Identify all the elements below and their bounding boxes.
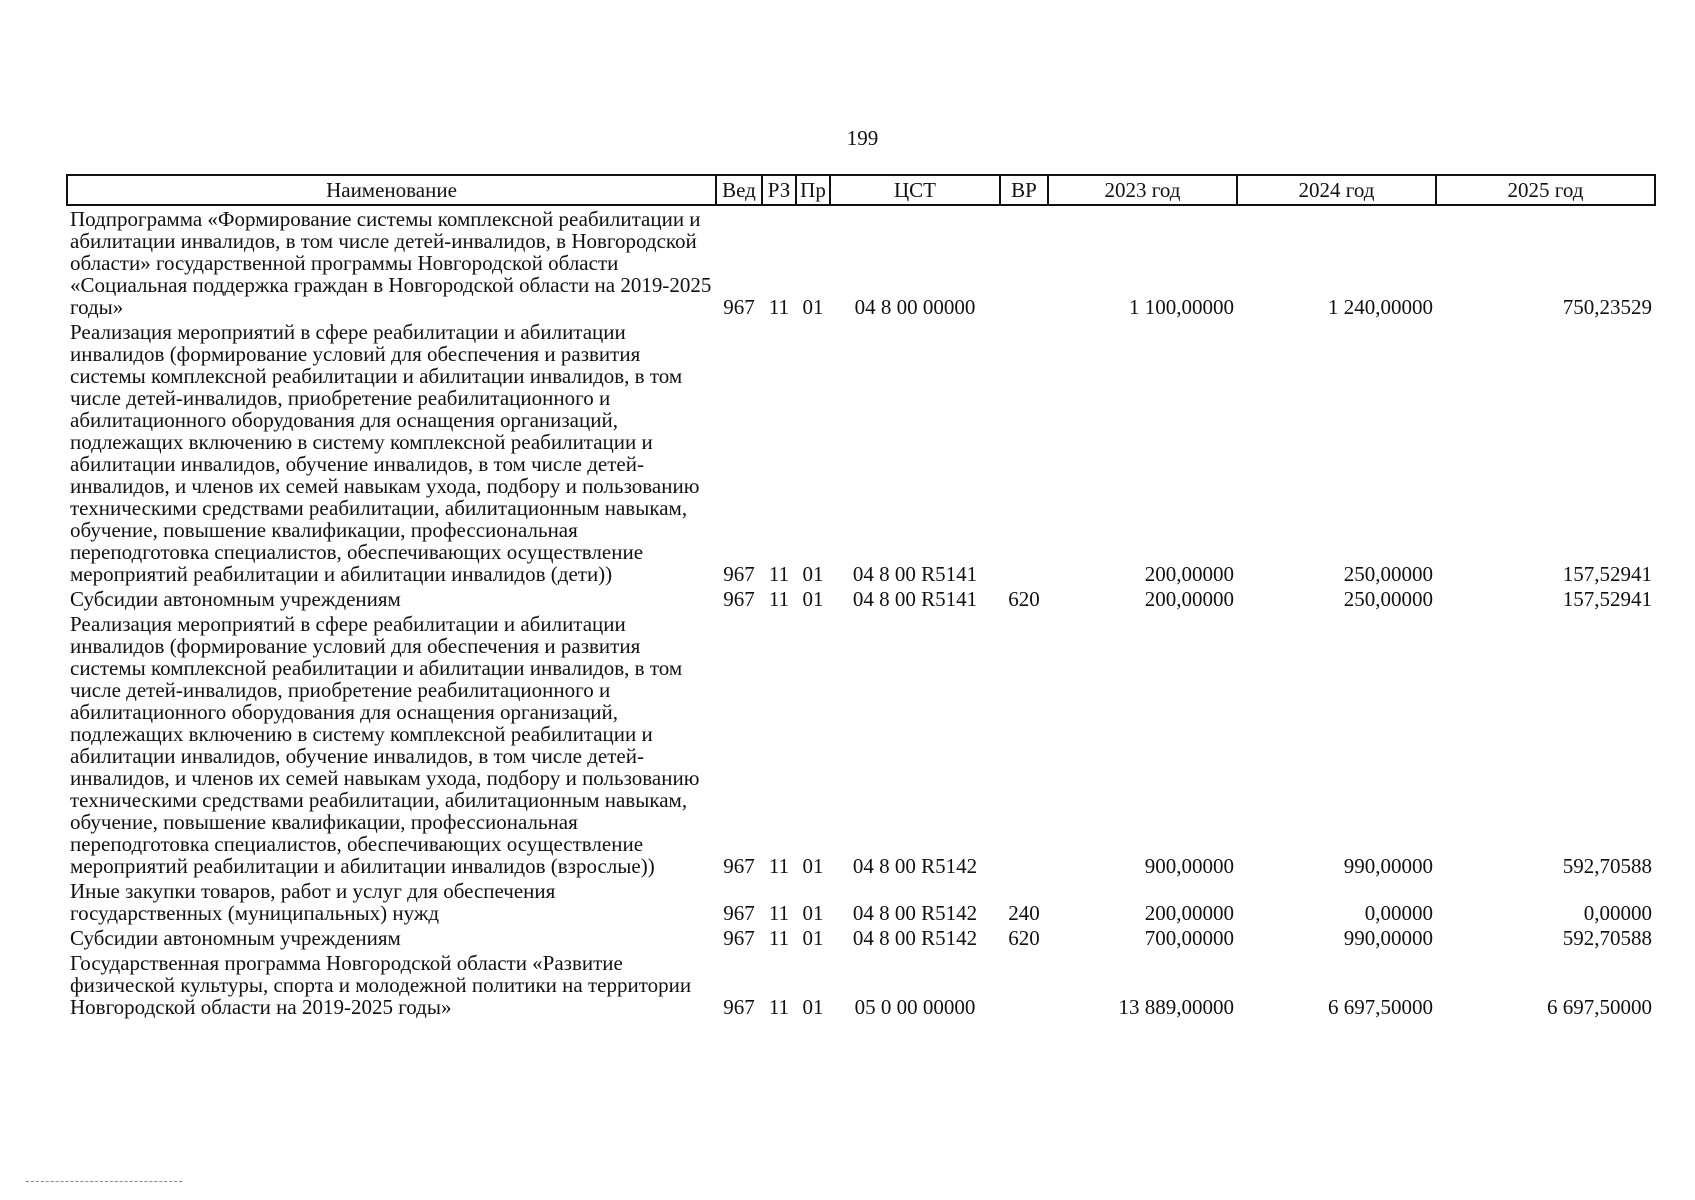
row-2023: 700,00000 — [1144, 926, 1234, 950]
row-vr — [1000, 205, 1048, 319]
row-name: Иные закупки товаров, работ и услуг для обеспечения государственных (муниципальных) нужд — [70, 879, 556, 925]
header-2023: 2023 год — [1048, 175, 1237, 205]
header-2024: 2024 год — [1237, 175, 1436, 205]
row-cst: 04 8 00 R5142 — [852, 854, 978, 878]
row-rz: 11 — [768, 587, 790, 611]
row-name: Реализация мероприятий в сфере реабилитации и абилитации инвалидов (формирование условий для обеспечения и развития системы комплексной реабилитации и абилитации инвалидов, в том числе детей-инвалидов, приобретение реабилитационного и абилитационного оборудования для оснащения организаций, подлежащих включению в систему комплексной реабилитации и абилитации инвалидов, обучение инвалидов, в том числе детей-инвалидов, и членов их семей навыкам ухода, подбору и пользованию техническими средствами реабилитации, абилитационным навыкам, обучение, повышение квалификации, профессиональная переподготовка специалистов, обеспечивающих осуществление мероприятий реабилитации и абилитации инвалидов (взрослые)) — [70, 612, 700, 878]
row-2024: 0,00000 — [1364, 901, 1433, 925]
row-2025: 0,00000 — [1583, 901, 1652, 925]
row-rz: 11 — [768, 926, 790, 950]
row-2025: 157,52941 — [1562, 587, 1652, 611]
row-2023: 200,00000 — [1144, 587, 1234, 611]
table-row — [67, 319, 1655, 586]
row-ved: 967 — [723, 854, 755, 878]
header-2025: 2025 год — [1436, 175, 1655, 205]
budget-table — [66, 174, 1656, 1019]
row-2024: 1 240,00000 — [1328, 295, 1433, 319]
row-vr: 620 — [1008, 926, 1040, 950]
row-2025: 6 697,50000 — [1547, 995, 1652, 1019]
row-pr: 01 — [802, 295, 824, 319]
row-rz: 11 — [768, 854, 790, 878]
row-vr — [1000, 611, 1048, 878]
row-2025: 592,70588 — [1562, 926, 1652, 950]
row-2023: 200,00000 — [1144, 562, 1234, 586]
row-2023: 1 100,00000 — [1129, 295, 1234, 319]
row-vr — [1000, 319, 1048, 586]
row-rz: 11 — [768, 901, 790, 925]
row-cst: 05 0 00 00000 — [854, 995, 976, 1019]
row-2024: 250,00000 — [1343, 587, 1433, 611]
row-pr: 01 — [802, 562, 824, 586]
row-2025: 592,70588 — [1562, 854, 1652, 878]
row-2024: 6 697,50000 — [1328, 995, 1433, 1019]
table-row — [67, 878, 1655, 925]
table-row — [67, 925, 1655, 950]
table-row — [67, 611, 1655, 878]
row-ved: 967 — [723, 587, 755, 611]
row-ved: 967 — [723, 901, 755, 925]
row-rz: 11 — [768, 995, 790, 1019]
row-ved: 967 — [723, 995, 755, 1019]
row-pr: 01 — [802, 995, 824, 1019]
row-cst: 04 8 00 R5141 — [852, 562, 978, 586]
row-cst: 04 8 00 R5141 — [852, 587, 978, 611]
row-name: Подпрограмма «Формирование системы комплексной реабилитации и абилитации инвалидов, в том числе детей-инвалидов, в Новгородской области» государственной программы Новгородской области «Социальная поддержка граждан в Новгородской области на 2019-2025 годы» — [70, 207, 712, 319]
row-vr — [1000, 950, 1048, 1019]
table-row — [67, 205, 1655, 319]
table-row — [67, 950, 1655, 1019]
row-pr: 01 — [802, 587, 824, 611]
row-2023: 200,00000 — [1144, 901, 1234, 925]
table-row — [67, 586, 1655, 611]
header-cst: ЦСТ — [830, 175, 1000, 205]
row-rz: 11 — [768, 562, 790, 586]
row-vr: 620 — [1008, 587, 1040, 611]
table-header — [67, 175, 1655, 205]
row-cst: 04 8 00 R5142 — [852, 926, 978, 950]
row-cst: 04 8 00 00000 — [854, 295, 976, 319]
row-2023: 13 889,00000 — [1118, 995, 1234, 1019]
row-name: Субсидии автономным учреждениям — [70, 926, 401, 950]
scan-edge-divider — [26, 1181, 182, 1182]
row-2024: 990,00000 — [1343, 854, 1433, 878]
row-name: Государственная программа Новгородской области «Развитие физической культуры, спорта и молодежной политики на территории Новгородской области на 2019-2025 годы» — [70, 951, 692, 1019]
header-pr: Пр — [796, 175, 830, 205]
table-body — [67, 205, 1655, 1019]
header-rz: РЗ — [762, 175, 796, 205]
row-pr: 01 — [802, 854, 824, 878]
header-vr: ВР — [1000, 175, 1048, 205]
row-rz: 11 — [768, 295, 790, 319]
row-ved: 967 — [723, 926, 755, 950]
header-ved: Вед — [716, 175, 762, 205]
row-cst: 04 8 00 R5142 — [852, 901, 978, 925]
header-row — [67, 175, 1655, 205]
row-name: Субсидии автономным учреждениям — [70, 587, 401, 611]
row-2023: 900,00000 — [1144, 854, 1234, 878]
row-ved: 967 — [723, 562, 755, 586]
page-number: 199 — [846, 126, 879, 150]
row-vr: 240 — [1008, 901, 1040, 925]
row-pr: 01 — [802, 926, 824, 950]
row-2025: 750,23529 — [1562, 295, 1652, 319]
row-2025: 157,52941 — [1562, 562, 1652, 586]
row-ved: 967 — [723, 295, 755, 319]
header-name: Наименование — [67, 175, 716, 205]
row-2024: 990,00000 — [1343, 926, 1433, 950]
row-2024: 250,00000 — [1343, 562, 1433, 586]
row-pr: 01 — [802, 901, 824, 925]
row-name: Реализация мероприятий в сфере реабилитации и абилитации инвалидов (формирование условий для обеспечения и развития системы комплексной реабилитации и абилитации инвалидов, в том числе детей-инвалидов, приобретение реабилитационного и абилитационного оборудования для оснащения организаций, подлежащих включению в систему комплексной реабилитации и абилитации инвалидов, обучение инвалидов, в том числе детей-инвалидов, и членов их семей навыкам ухода, подбору и пользованию техническими средствами реабилитации, абилитационным навыкам, обучение, повышение квалификации, профессиональная переподготовка специалистов, обеспечивающих осуществление мероприятий реабилитации и абилитации инвалидов (дети)) — [70, 320, 700, 586]
